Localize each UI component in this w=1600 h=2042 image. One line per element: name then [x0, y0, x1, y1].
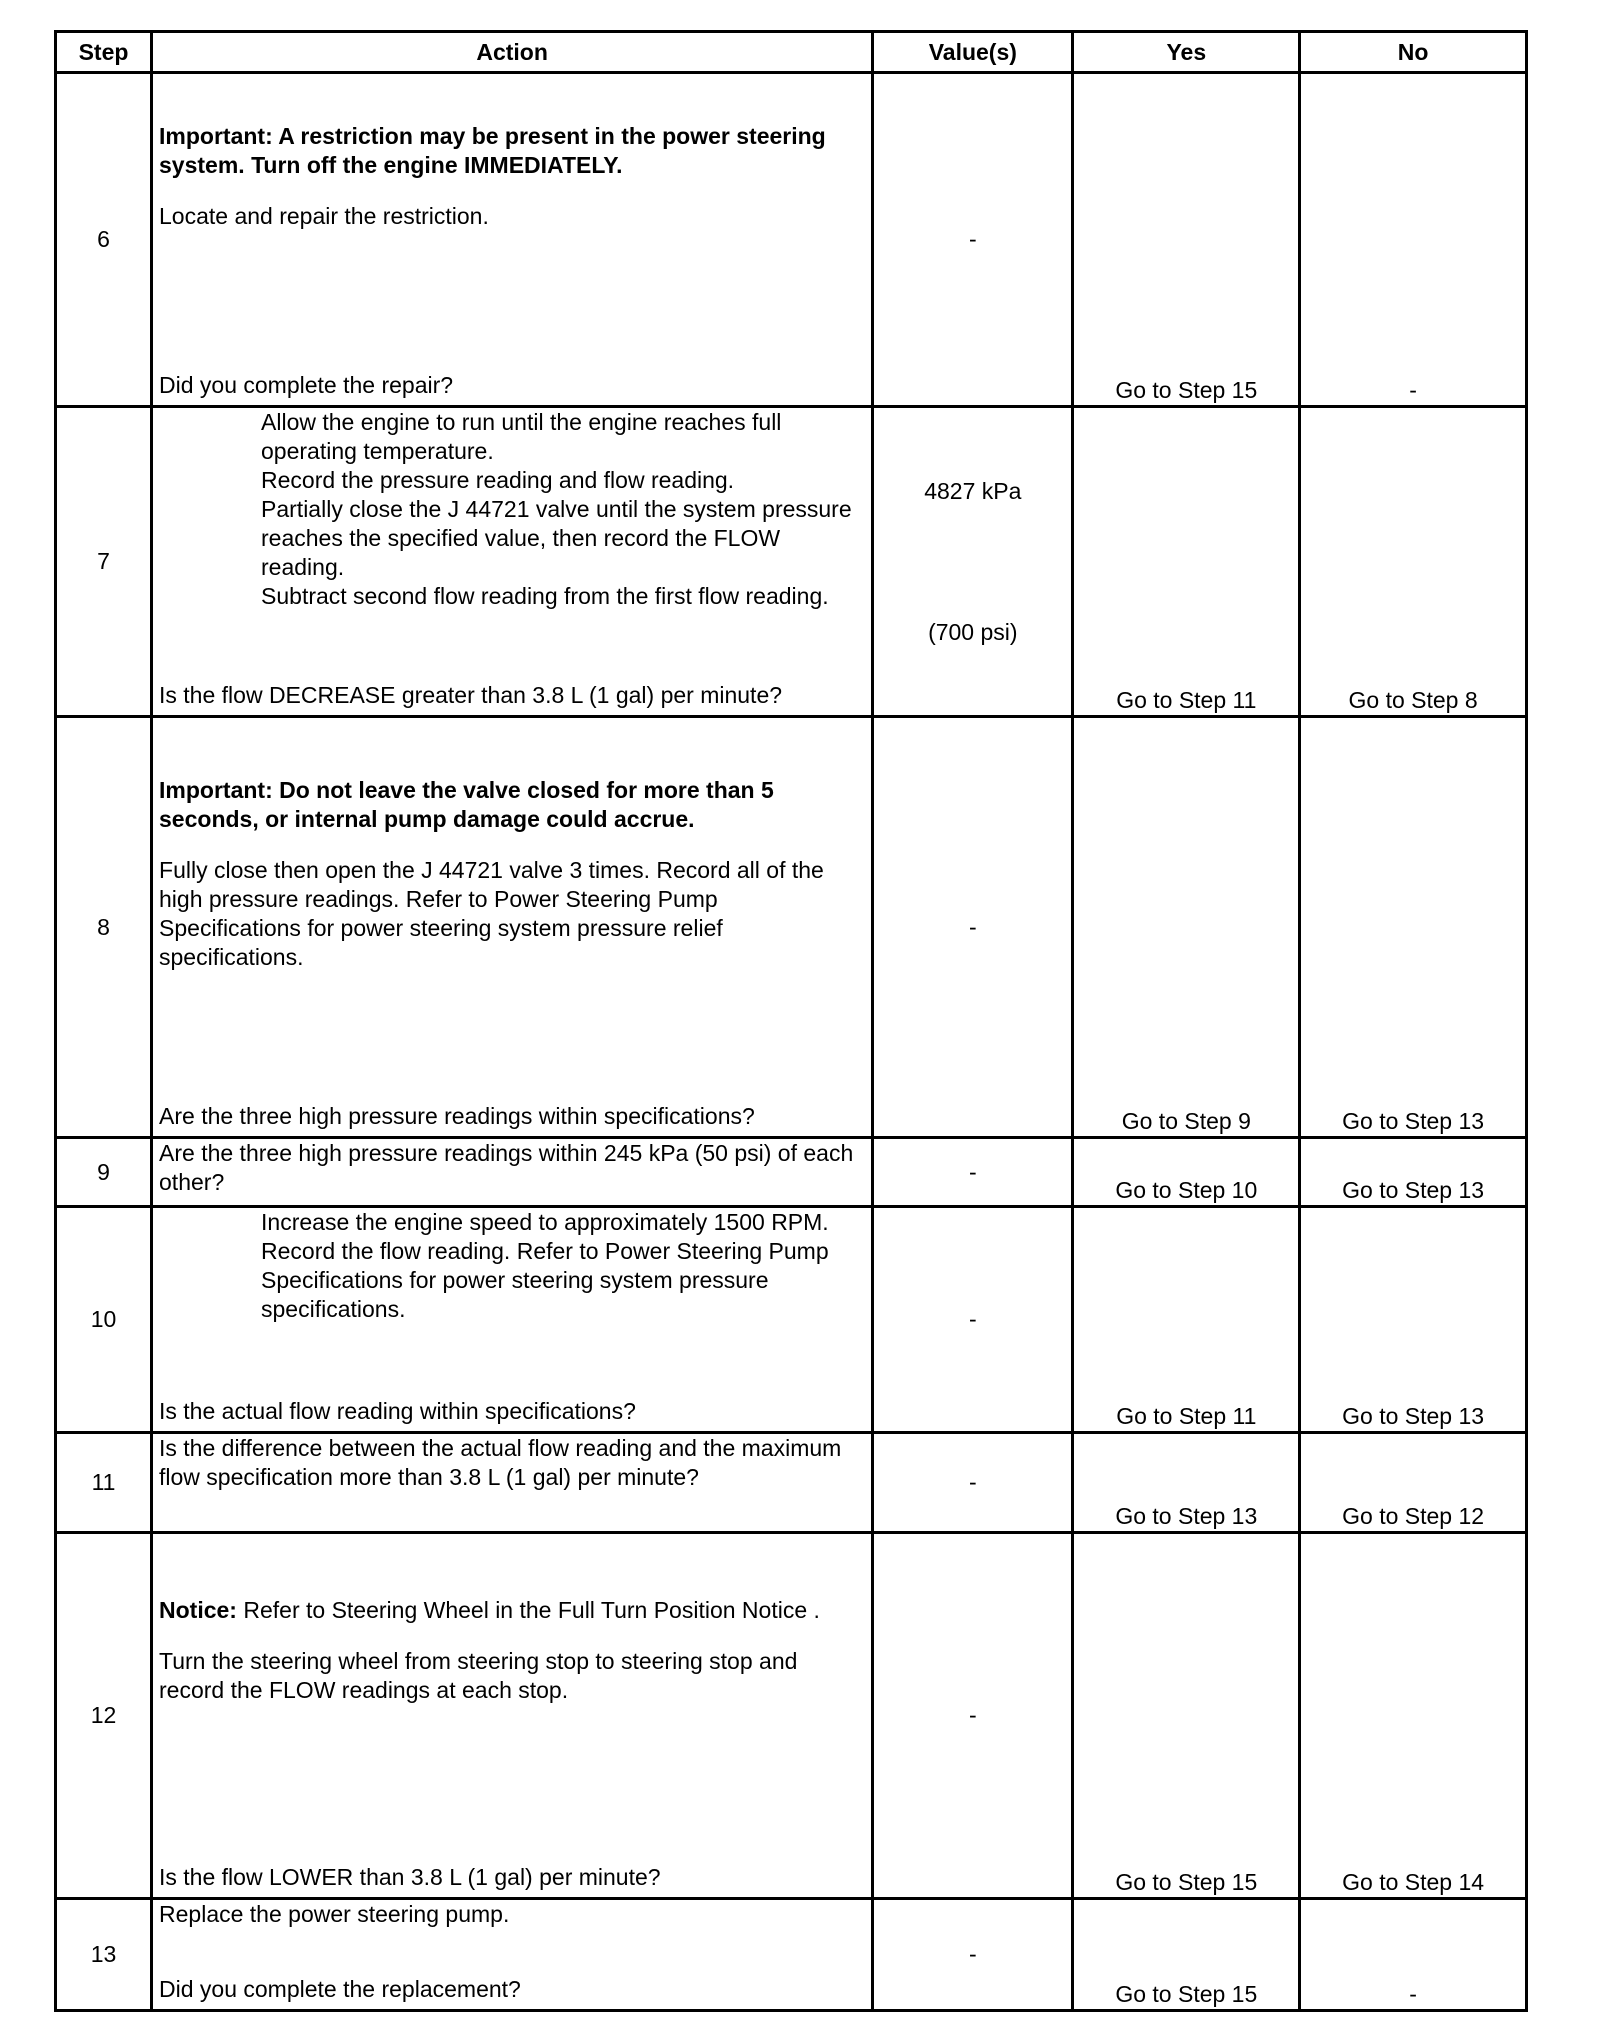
- question-text: Did you complete the replacement?: [159, 1976, 521, 2002]
- notice-text: Refer to Steering Wheel in the Full Turn Position Notice .: [236, 1597, 820, 1623]
- no-link[interactable]: Go to Step 8: [1300, 407, 1527, 717]
- action-cell: [152, 73, 873, 407]
- table-row: [56, 1207, 1527, 1433]
- notice-label: Notice:: [159, 1597, 237, 1623]
- header-yes: Yes: [1073, 32, 1300, 73]
- value-cell: -: [873, 1899, 1073, 2011]
- table-row: [56, 1433, 1527, 1533]
- table-row: [56, 1533, 1527, 1899]
- yes-link[interactable]: Go to Step 15: [1073, 1899, 1300, 2011]
- important-label: Important:: [159, 123, 273, 149]
- no-link[interactable]: Go to Step 14: [1300, 1533, 1527, 1899]
- question-text: Is the flow LOWER than 3.8 L (1 gal) per minute?: [159, 1864, 661, 1890]
- step-number: 6: [56, 73, 152, 407]
- header-no: No: [1300, 32, 1527, 73]
- yes-link[interactable]: Go to Step 15: [1073, 73, 1300, 407]
- yes-link[interactable]: Go to Step 9: [1073, 717, 1300, 1138]
- no-link[interactable]: Go to Step 13: [1300, 1138, 1527, 1207]
- notice-note: [159, 1596, 865, 1625]
- table-row: [56, 407, 1527, 717]
- step-number: 8: [56, 717, 152, 1138]
- table-row: [56, 1138, 1527, 1207]
- action-text: Fully close then open the J 44721 valve 3 times. Record all of the high pressure readings. Refer to Power Steering Pump Specifications for power steering system pressure relief specifications.: [159, 857, 824, 970]
- yes-link[interactable]: Go to Step 15: [1073, 1533, 1300, 1899]
- list-item: Record the flow reading. Refer to Power Steering Pump Specifications for power steering system pressure specifications.: [261, 1238, 829, 1322]
- step-number: 9: [56, 1138, 152, 1207]
- header-values: Value(s): [873, 32, 1073, 73]
- value-cell: -: [873, 1207, 1073, 1433]
- step-number: 13: [56, 1899, 152, 2011]
- action-cell: [152, 407, 873, 717]
- value-cell: -: [873, 717, 1073, 1138]
- header-row: [56, 32, 1527, 73]
- important-label: Important:: [159, 777, 273, 803]
- yes-link[interactable]: Go to Step 13: [1073, 1433, 1300, 1533]
- no-link[interactable]: Go to Step 13: [1300, 1207, 1527, 1433]
- action-cell: [152, 1207, 873, 1433]
- action-cell: [152, 1899, 873, 2011]
- step-number: 11: [56, 1433, 152, 1533]
- diagnostic-table: [54, 30, 1528, 2012]
- no-link[interactable]: Go to Step 12: [1300, 1433, 1527, 1533]
- table-row: [56, 73, 1527, 407]
- action-text: Locate and repair the restriction.: [159, 203, 489, 229]
- question-text: Did you complete the repair?: [159, 372, 454, 398]
- list-item: Record the pressure reading and flow reading.: [261, 467, 735, 493]
- procedure-list: [159, 1208, 865, 1324]
- table-row: [56, 717, 1527, 1138]
- important-note: [159, 776, 865, 834]
- action-cell: [152, 1433, 873, 1533]
- step-number: 7: [56, 407, 152, 717]
- list-item: Subtract second flow reading from the first flow reading.: [261, 583, 829, 609]
- question-text: Is the flow DECREASE greater than 3.8 L (1 gal) per minute?: [159, 682, 783, 708]
- action-cell: [152, 1533, 873, 1899]
- no-link: -: [1300, 1899, 1527, 2011]
- question-text: Is the actual flow reading within specifications?: [159, 1398, 636, 1424]
- action-cell: [152, 717, 873, 1138]
- value-imperial: (700 psi): [928, 618, 1018, 645]
- value-cell: -: [873, 1533, 1073, 1899]
- step-number: 10: [56, 1207, 152, 1433]
- important-note: [159, 122, 865, 180]
- important-text: A restriction may be present in the power steering system. Turn off the engine IMMEDIATELY.: [159, 123, 826, 178]
- action-cell: [152, 1138, 873, 1207]
- question-text: Are the three high pressure readings within specifications?: [159, 1103, 755, 1129]
- yes-link[interactable]: Go to Step 11: [1073, 1207, 1300, 1433]
- list-item: Increase the engine speed to approximately 1500 RPM.: [261, 1209, 829, 1235]
- procedure-list: [159, 408, 865, 611]
- question-text: Is the difference between the actual flow reading and the maximum flow specification more than 3.8 L (1 gal) per minute?: [159, 1435, 842, 1490]
- header-step: Step: [56, 32, 152, 73]
- value-metric: 4827 kPa: [924, 477, 1022, 504]
- action-text: Turn the steering wheel from steering stop to steering stop and record the FLOW readings at each stop.: [159, 1648, 798, 1703]
- yes-link[interactable]: Go to Step 11: [1073, 407, 1300, 717]
- value-cell: -: [873, 1138, 1073, 1207]
- value-cell: [873, 407, 1073, 717]
- step-number: 12: [56, 1533, 152, 1899]
- yes-link[interactable]: Go to Step 10: [1073, 1138, 1300, 1207]
- no-link: -: [1300, 73, 1527, 407]
- list-item: Allow the engine to run until the engine reaches full operating temperature.: [261, 409, 782, 464]
- table-row: [56, 1899, 1527, 2011]
- value-cell: -: [873, 1433, 1073, 1533]
- value-cell: -: [873, 73, 1073, 407]
- list-item: Partially close the J 44721 valve until the system pressure reaches the specified value, then record the FLOW reading.: [261, 496, 852, 580]
- no-link[interactable]: Go to Step 13: [1300, 717, 1527, 1138]
- question-text: Are the three high pressure readings within 245 kPa (50 psi) of each other?: [159, 1140, 854, 1195]
- important-text: Do not leave the valve closed for more than 5 seconds, or internal pump damage could accrue.: [159, 777, 774, 832]
- header-action: Action: [152, 32, 873, 73]
- action-text: Replace the power steering pump.: [159, 1901, 510, 1927]
